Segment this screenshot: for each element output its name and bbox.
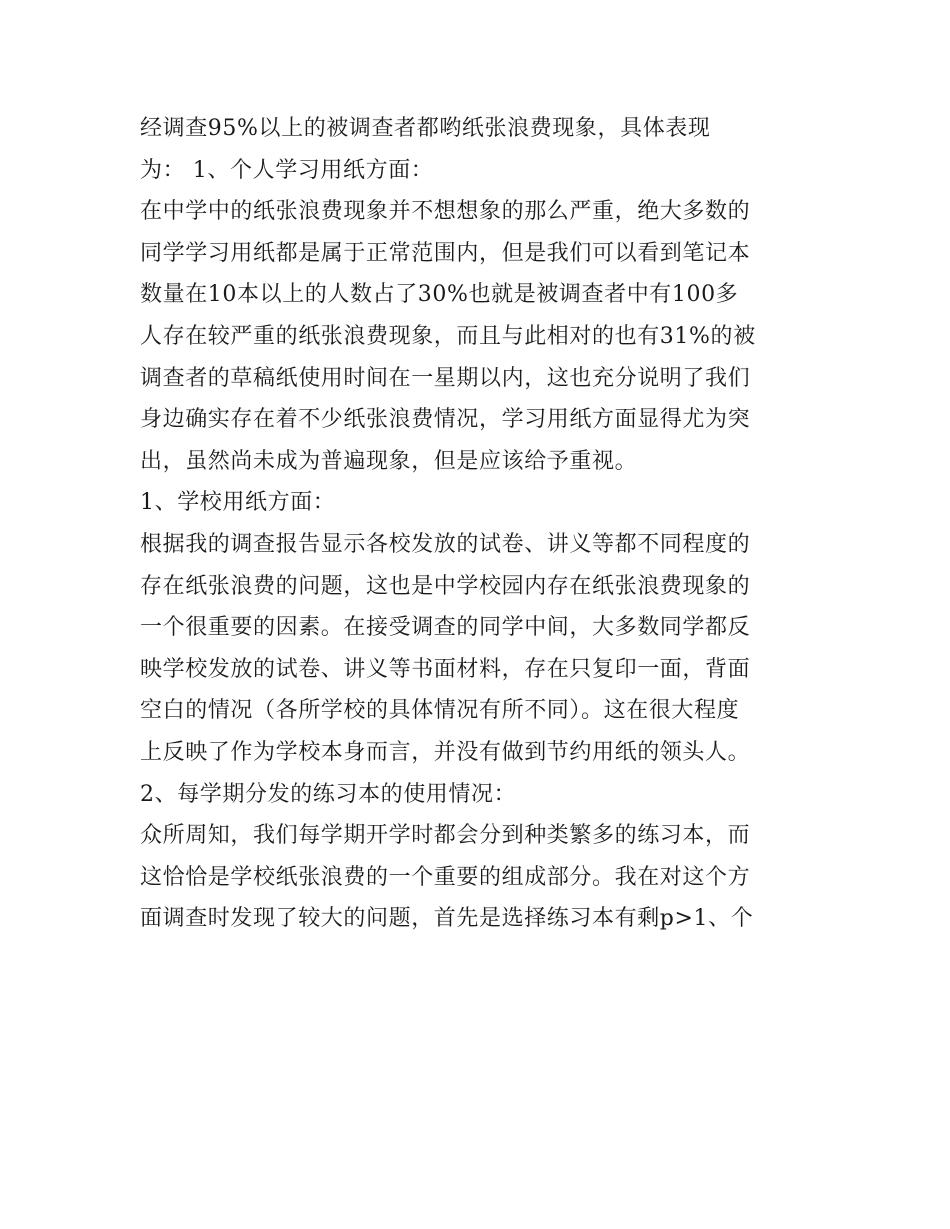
text-line: 调查者的草稿纸使用时间在一星期以内，这也充分说明了我们 — [140, 365, 751, 391]
text-line: 在中学中的纸张浪费现象并不想想象的那么严重，绝大多数的 — [140, 199, 751, 225]
document-body — [140, 108, 820, 940]
text-line: 众所周知，我们每学期开学时都会分到种类繁多的练习本，而 — [140, 823, 751, 849]
text-line: 经调查95%以上的被调查者都哟纸张浪费现象，具体表现 — [140, 116, 711, 141]
text-line: 存在纸张浪费的问题，这也是中学校园内存在纸张浪费现象的 — [140, 573, 751, 599]
text-line: 数量在10本以上的人数占了30%也就是被调查者中有100多 — [140, 282, 739, 308]
section-heading: 2、每学期分发的练习本的使用情况： — [140, 781, 517, 807]
text-line: 为： 1、个人学习用纸方面： — [140, 157, 434, 183]
text-line: 上反映了作为学校本身而言，并没有做到节约用纸的领头人。 — [140, 739, 751, 765]
text-line: 出，虽然尚未成为普遍现象，但是应该给予重视。 — [140, 448, 638, 474]
text-line: 人存在较严重的纸张浪费现象，而且与此相对的也有31%的被 — [140, 323, 756, 349]
text-line: 同学学习用纸都是属于正常范围内，但是我们可以看到笔记本 — [140, 240, 751, 266]
text-line: 这恰恰是学校纸张浪费的一个重要的组成部分。我在对这个方 — [140, 864, 751, 890]
text-line: 身边确实存在着不少纸张浪费情况，学习用纸方面显得尤为突 — [140, 407, 751, 433]
text-line: 映学校发放的试卷、讲义等书面材料，存在只复印一面，背面 — [140, 656, 751, 682]
text-line: 一个很重要的因素。在接受调查的同学中间，大多数同学都反 — [140, 615, 751, 641]
section-heading: 1、学校用纸方面： — [140, 490, 336, 516]
text-line: 空白的情况（各所学校的具体情况有所不同）。这在很大程度 — [140, 698, 740, 724]
text-line: 根据我的调查报告显示各校发放的试卷、讲义等都不同程度的 — [140, 531, 751, 557]
text-line: 面调查时发现了较大的问题，首先是选择练习本有剩p>1、个 — [140, 906, 754, 932]
